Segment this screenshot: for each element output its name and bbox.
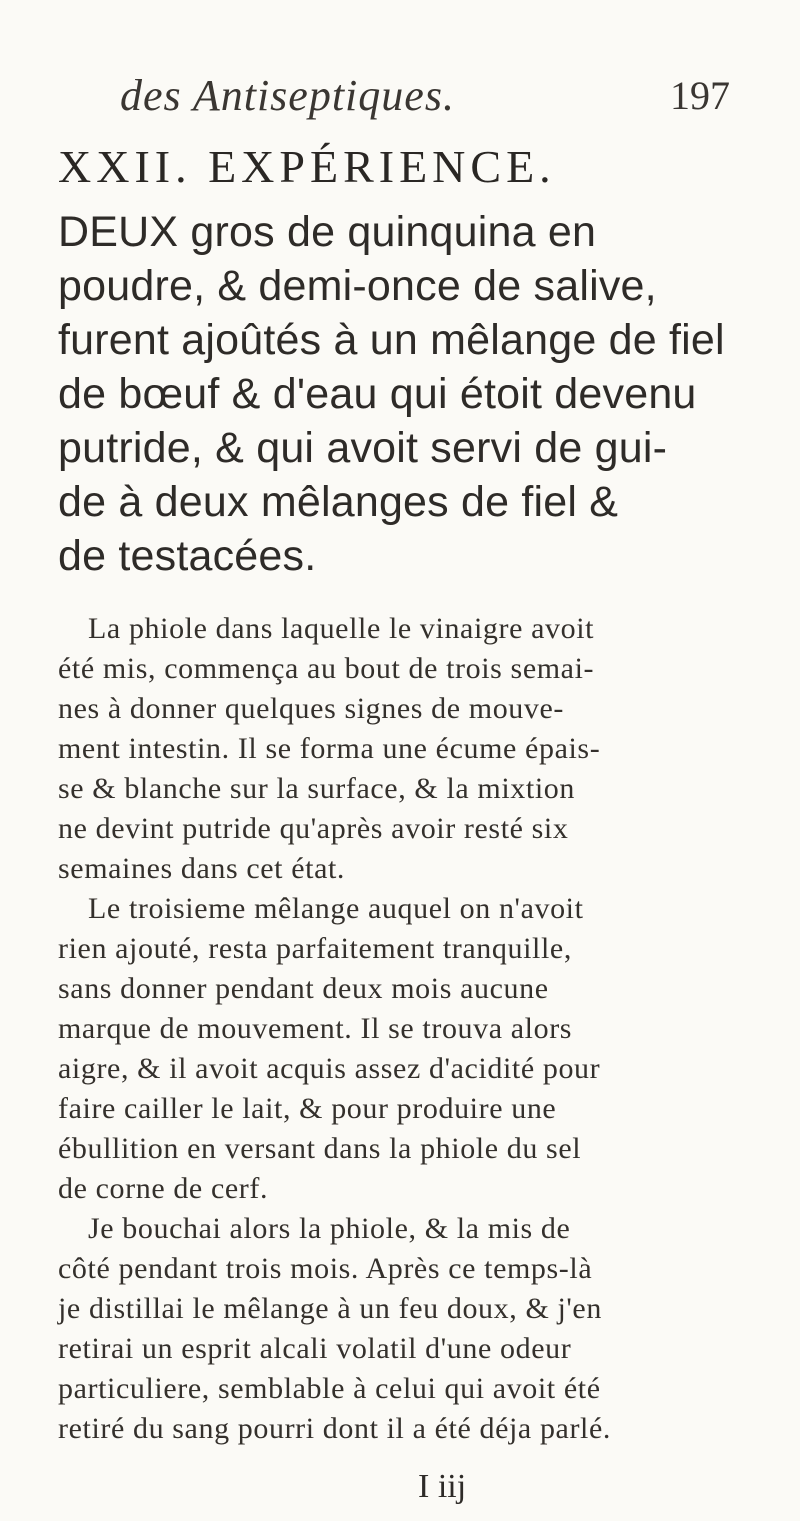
text-line: nes à donner quelques signes de mouve- [58, 692, 565, 725]
text-line: semaines dans cet état. [58, 852, 346, 885]
text-line: de testacées. [58, 532, 317, 580]
running-head-title: des Antiseptiques. [120, 71, 455, 120]
text-line: se & blanche sur la surface, & la mixtion [58, 772, 575, 805]
text-line: faire cailler le lait, & pour produire une [58, 1092, 557, 1125]
text-line: ment intestin. Il se forma une écume épais- [58, 732, 601, 765]
experience-heading: XXII. EXPÉRIENCE. [58, 141, 556, 192]
text-line: de à deux mêlanges de fiel & [58, 478, 619, 526]
text-line: aigre, & il avoit acquis assez d'acidité pour [58, 1052, 601, 1085]
text-line: de bœuf & d'eau qui étoit devenu [58, 370, 697, 418]
text-line: retiré du sang pourri dont il a été déja parlé. [58, 1412, 611, 1445]
page-number: 197 [670, 73, 730, 118]
text-line: La phiole dans laquelle le vinaigre avoit [88, 612, 595, 645]
text-line: sans donner pendant deux mois aucune [58, 972, 549, 1005]
text-line: particuliere, semblable à celui qui avoit été [58, 1372, 601, 1405]
text-line: ne devint putride qu'après avoir resté six [58, 812, 569, 845]
text-line: rien ajouté, resta parfaitement tranquille, [58, 932, 572, 965]
text-line: DEUX gros de quinquina en [58, 208, 597, 256]
text-line: je distillai le mêlange à un feu doux, & j'en [58, 1292, 602, 1325]
running-head [120, 70, 730, 130]
text-line: marque de mouvement. Il se trouva alors [58, 1012, 573, 1045]
text-line: ébullition en versant dans la phiole du sel [58, 1132, 582, 1165]
signature-mark: I iij [418, 1468, 467, 1505]
text-line: putride, & qui avoit servi de gui- [58, 424, 668, 472]
text-line: été mis, commença au bout de trois semai- [58, 652, 595, 685]
text-line: de corne de cerf. [58, 1172, 269, 1205]
text-line: Je bouchai alors la phiole, & la mis de [88, 1212, 571, 1245]
text-line: côté pendant trois mois. Après ce temps-là [58, 1252, 593, 1285]
text-line: Le troisieme mêlange auquel on n'avoit [88, 892, 584, 925]
text-line: retirai un esprit alcali volatil d'une odeur [58, 1332, 572, 1365]
text-line: poudre, & demi-once de salive, [58, 262, 657, 310]
text-line: furent ajoûtés à un mêlange de fiel [58, 316, 725, 364]
